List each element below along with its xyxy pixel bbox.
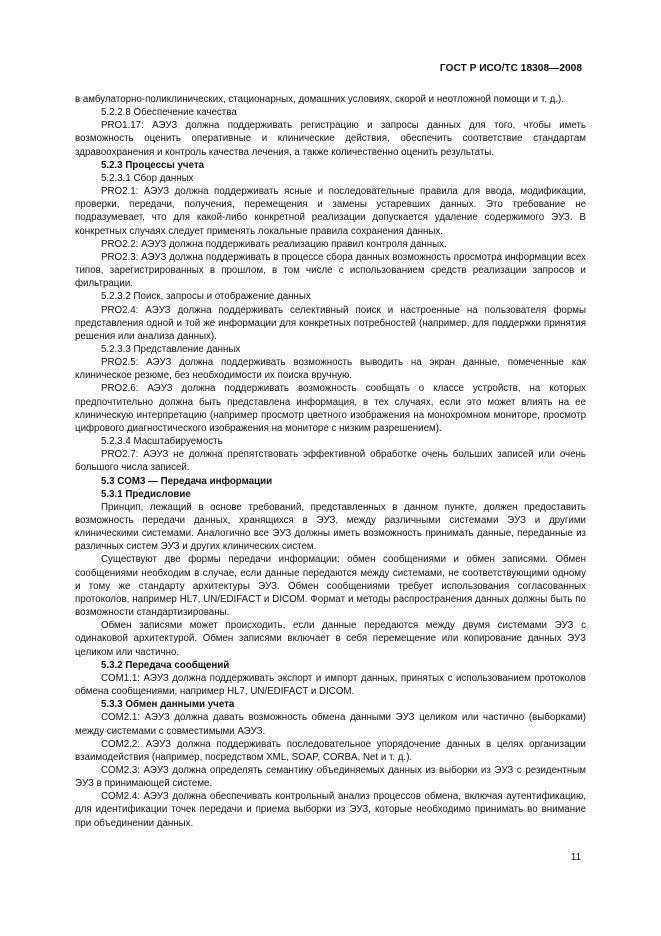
body-paragraph: Обмен записями может происходить, если данные передаются между двумя системами ЭУЗ с одинаковой архитектурой. Обмен записями включает в себя перемещение или копирование данных ЭУЗ целиком или частично. <box>75 620 586 658</box>
body-paragraph: PRO2.1: АЭУЗ должна поддерживать ясные и последовательные правила для ввода, модификации, проверки, передачи, получения, перемещения и замены устаревших данных. Это требование не подразумевает, что для какой-либо конкретной реализации допускается удаление содержимого ЭУЗ. В конкретных случаях следует применять локальные правила сохранения данных. <box>75 186 586 237</box>
body-paragraph: PRO2.7: АЭУЗ не должна препятствовать эффективной обработке очень больших записей или очень большого числа записей. <box>75 449 586 474</box>
body-paragraph: 5.2.3.1 Сбор данных <box>101 172 194 184</box>
body-paragraph: Существуют две формы передачи информации: обмен сообщениями и обмен записями. Обмен сообщениями необходим в случае, если данные передаются между системами, не соответствующими одному и тому же стандарту архитектуры ЭУЗ. Обмен сообщениями требует использования согласованных протоколов, например HL7, UN/EDIFACT и DICOM. Формат и методы распространения данных должны быть по возможности стандартизированы. <box>75 554 586 619</box>
body-paragraph: COM2.2: АЭУЗ должна поддерживать последовательное упорядочение данных в целях организации взаимодействия (например, посредством XML, SOAP, CORBA, Net и т. д.). <box>75 738 586 763</box>
body-paragraph: PRO2.6: АЭУЗ должна поддерживать возможность сообщать о классе устройств, на которых предпочтительно должна быть представлена информация, в тех случаях, если это может влиять на ее клиническую интерпретацию (например просмотр цветного изображения на монохромном мониторе, просмотр цифрового диагностического изображения на мониторе с низким разрешением). <box>75 383 586 434</box>
section-heading: 5.2.3 Процессы учета <box>101 159 205 171</box>
body-paragraph: PRO1.17: АЭУЗ должна поддерживать регистрацию и запросы данных для того, чтобы иметь возможность оценить оперативные и клинические действия, обеспечить соответствие стандартам здравоохранения и контроль качества лечения, а также количественно оценить результаты. <box>75 120 586 158</box>
body-paragraph: PRO2.3: АЭУЗ должна поддерживать в процессе сбора данных возможность просмотра информации всех типов, зарегистрированных в прошлом, в том числе с использованием средств реализации запросов и фильтрации. <box>75 251 586 290</box>
page-number: 11 <box>570 852 581 863</box>
document-code-header: ГОСТ Р ИСО/ТС 18308—2008 <box>439 63 582 74</box>
body-paragraph: COM1.1: АЭУЗ должна поддерживать экспорт и импорт данных, принятых с использованием протоколов обмена сообщениями, например HL7, UN/EDIFACT и DICOM. <box>75 672 586 698</box>
section-heading: 5.3.2 Передача сообщений <box>101 659 230 671</box>
body-paragraph: 5.2.3.2 Поиск, запросы и отображение данных <box>101 291 311 303</box>
body-paragraph: Принцип, лежащий в основе требований, представленных в данном пункте, должен предоставить возможность передачи данных, хранящихся в ЭУЗ, между различными системами ЭУЗ и другими клиническими системами. Аналогично все ЭУЗ должны иметь возможность принимать данные, переданные из различных систем ЭУЗ и других клинических систем. <box>75 501 586 553</box>
body-paragraph: PRO2.4: АЭУЗ должна поддерживать селективный поиск и настроенные на пользователя формы представления одной и той же информации для конкретных потребностей (например, для поддержки принятия решения или анализа данных). <box>75 304 586 342</box>
section-heading: 5.3.1 Предисловие <box>101 488 191 500</box>
body-paragraph: PRO2.2: АЭУЗ должна поддерживать реализацию правил контроля данных. <box>101 238 447 250</box>
document-body <box>75 93 586 830</box>
body-paragraph: COM2.4: АЭУЗ должна обеспечивать контрольный анализ процессов обмена, включая аутентификацию, для идентификации точек передачи и приема выборки из ЭУЗ, которые необходимо принимать во внимание при объединении данных. <box>75 791 586 829</box>
body-paragraph: 5.2.3.3 Представление данных <box>101 343 241 355</box>
section-heading: 5.3 COM3 — Передача информации <box>101 475 273 487</box>
body-paragraph: COM2.1: АЭУЗ должна давать возможность обмена данными ЭУЗ целиком или частично (выборками) между системами с совместимыми АЭУЗ. <box>75 712 586 737</box>
body-paragraph: PRO2.5: АЭУЗ должна поддерживать возможность выводить на экран данные, помеченные как клиническое резюме, без необходимости их поиска вручную. <box>75 357 586 382</box>
body-paragraph: 5.2.3.4 Масштабируемость <box>101 436 223 448</box>
section-heading: 5.3.3 Обмен данными учета <box>101 699 235 711</box>
body-paragraph: в амбулаторно-поликлинических, стационарных, домашних условиях, скорой и неотложной помощи и т. д.). <box>75 94 564 105</box>
body-paragraph: COM2.3: АЭУЗ должна определять семантику объединяемых данных из выборки из ЭУЗ с резидентным ЭУЗ в принимающей системе. <box>75 764 586 790</box>
body-paragraph: 5.2.2.8 Обеспечение качества <box>101 107 237 119</box>
